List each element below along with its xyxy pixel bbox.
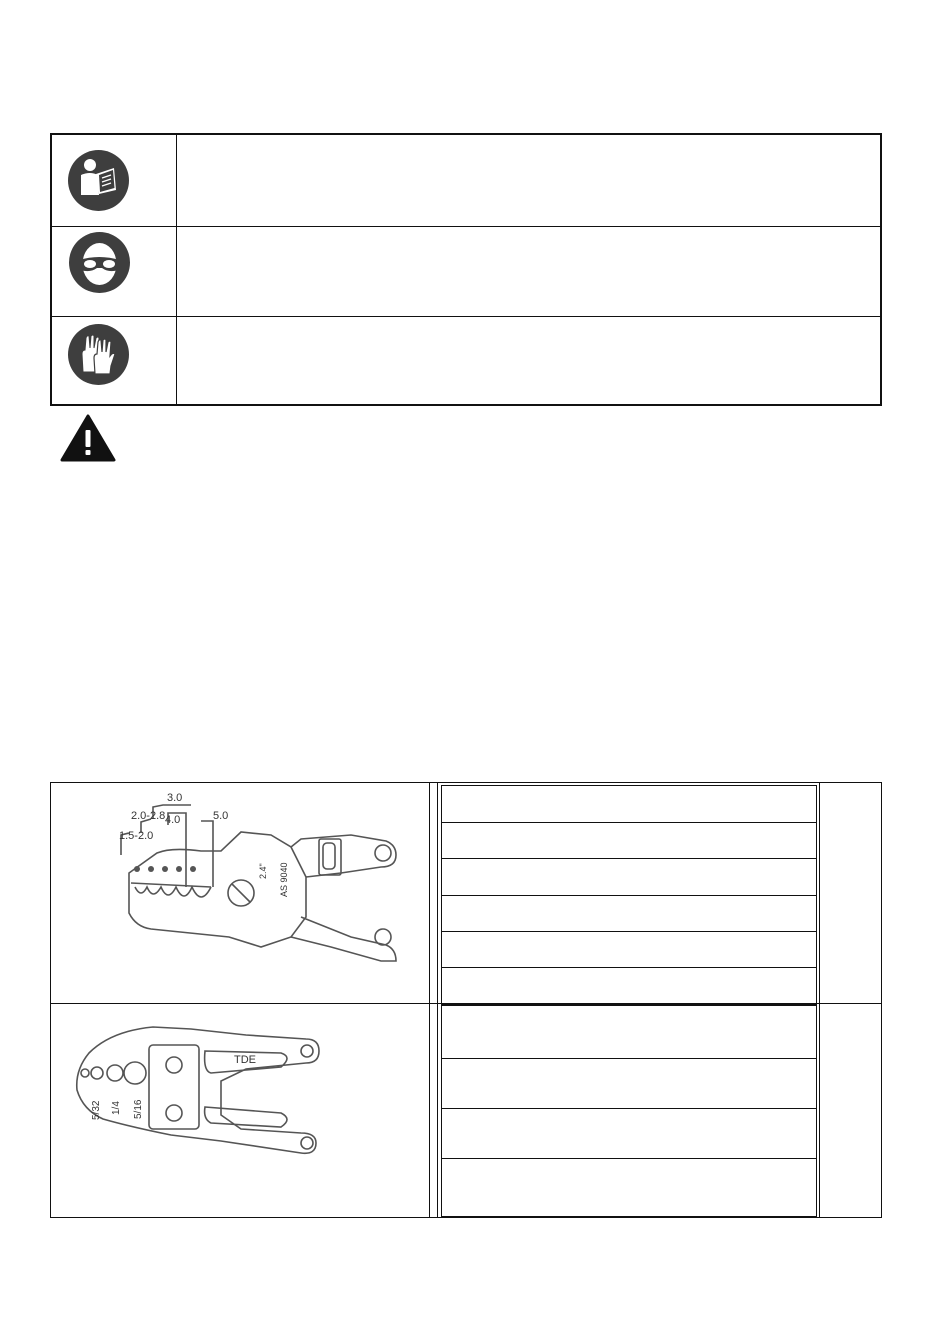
table-divider [429,783,430,1217]
spec-cell [442,895,816,932]
size-label: 5/32 [91,1100,102,1120]
read-manual-icon [68,150,129,211]
safety-icon-table [50,133,882,406]
spec-cell [442,1006,816,1058]
callout-label: 2.0-2.8 [131,810,166,822]
crimper-spec-table [50,782,882,1218]
crimper-diagram-2 [71,1015,371,1195]
safety-row-gloves [52,316,880,406]
spec-cell [442,822,816,859]
spec-cell [442,1108,816,1159]
stamp-model-text: AS 9040 [279,862,289,897]
spec-cell [442,1058,816,1109]
spec-cell [442,786,816,822]
spec-cell [442,858,816,896]
callout-label: 5.0 [213,810,229,822]
icon-cell [52,135,177,226]
callout-label: 1.5-2.0 [119,830,154,842]
brand-text: TDE [234,1054,256,1066]
spec-list-top [441,785,817,1005]
crimper-diagram-1 [61,787,406,962]
safety-row-manual [52,135,880,227]
callout-label: 3.0 [167,792,183,804]
spec-cell [442,1158,816,1214]
table-divider [437,783,438,1217]
warning-triangle-icon [60,414,116,462]
icon-cell [52,226,177,316]
protective-gloves-icon [68,324,129,385]
spec-list-bottom [441,1005,817,1217]
stamp-size-text: 2.4" [258,863,268,879]
size-label: 1/4 [111,1101,122,1115]
size-label: 5/16 [133,1099,144,1119]
safety-text-gloves [178,316,880,426]
safety-row-goggles [52,226,880,317]
spec-cell [442,967,816,1003]
callout-label: 4.0 [165,814,181,826]
icon-cell [52,316,177,406]
spec-cell [442,931,816,968]
safety-goggles-icon [69,232,130,293]
table-divider [819,783,820,1217]
